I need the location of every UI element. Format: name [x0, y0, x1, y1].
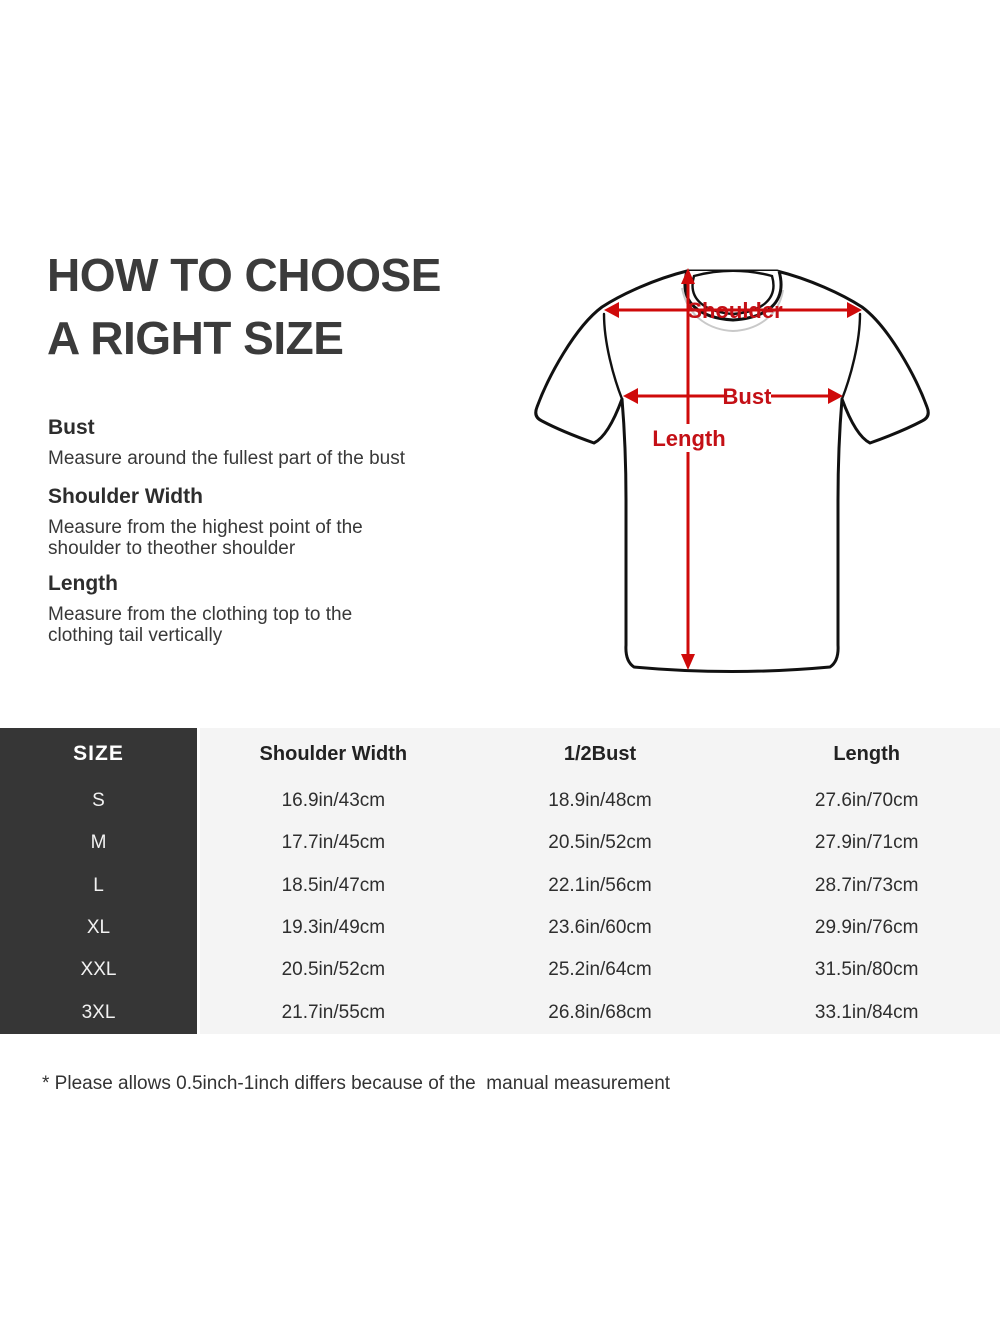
length-description-line2: clothing tail vertically: [48, 624, 223, 646]
table-row: [200, 907, 1000, 949]
size-label-3xl: 3XL: [81, 1001, 116, 1023]
cell-length: 28.7in/73cm: [814, 874, 919, 896]
size-column-header: SIZE: [73, 742, 124, 765]
tshirt-diagram: [505, 245, 955, 690]
section-shoulder-width: [48, 485, 478, 559]
size-table-measurements: [200, 728, 1000, 1034]
cell-bust: 25.2in/64cm: [548, 959, 652, 981]
header-half-bust: 1/2Bust: [563, 742, 637, 765]
cell-bust: 20.5in/52cm: [548, 832, 652, 854]
cell-length: 27.6in/70cm: [814, 790, 919, 812]
bust-label: Bust: [722, 384, 772, 409]
cell-bust: 26.8in/68cm: [548, 1001, 652, 1023]
length-description-line1: Measure from the clothing top to the: [48, 604, 353, 625]
table-row: [200, 822, 1000, 864]
cell-bust: 18.9in/48cm: [548, 790, 652, 812]
bust-description: Measure around the fullest part of the bust: [48, 448, 405, 469]
cell-shoulder: 16.9in/43cm: [281, 790, 386, 812]
table-row: [200, 949, 1000, 991]
size-label-l: L: [93, 874, 104, 896]
measurement-disclaimer: * Please allows 0.5inch-1inch differs because of the manual measurement: [42, 1073, 671, 1094]
cell-length: 29.9in/76cm: [814, 917, 919, 939]
table-row: [200, 865, 1000, 907]
bust-heading: Bust: [48, 416, 95, 439]
shoulder-width-description-line1: Measure from the highest point of the: [48, 517, 363, 538]
cell-length: 33.1in/84cm: [814, 1001, 919, 1023]
cell-shoulder: 18.5in/47cm: [281, 874, 386, 896]
table-row: [200, 780, 1000, 822]
cell-shoulder: 19.3in/49cm: [281, 917, 386, 939]
size-table-size-column: [0, 728, 197, 1034]
cell-shoulder: 17.7in/45cm: [281, 832, 386, 854]
shoulder-width-heading: Shoulder Width: [48, 485, 203, 508]
table-header-row: [200, 728, 1000, 780]
cell-length: 31.5in/80cm: [814, 959, 919, 981]
cell-bust: 22.1in/56cm: [548, 874, 652, 896]
header-shoulder-width: Shoulder Width: [259, 742, 408, 765]
section-bust: [48, 416, 478, 470]
cell-shoulder: 21.7in/55cm: [281, 1001, 386, 1023]
cell-shoulder: 20.5in/52cm: [281, 959, 386, 981]
shoulder-label: Shoulder: [687, 298, 783, 323]
header-length: Length: [833, 742, 900, 765]
length-heading: Length: [48, 572, 118, 595]
cell-length: 27.9in/71cm: [814, 832, 919, 854]
page-title-line2: A RIGHT SIZE: [47, 312, 344, 364]
length-label: Length: [652, 426, 726, 451]
cell-bust: 23.6in/60cm: [548, 917, 652, 939]
table-row: [200, 992, 1000, 1034]
page-title-line1: HOW TO CHOOSE: [47, 249, 441, 301]
shoulder-width-description-line2: shoulder to theother shoulder: [48, 537, 296, 559]
size-label-s: S: [92, 790, 105, 812]
page-title: [47, 244, 441, 370]
section-length: [48, 572, 478, 646]
size-label-xl: XL: [86, 917, 111, 939]
size-label-m: M: [90, 832, 107, 854]
size-label-xxl: XXL: [80, 959, 117, 981]
